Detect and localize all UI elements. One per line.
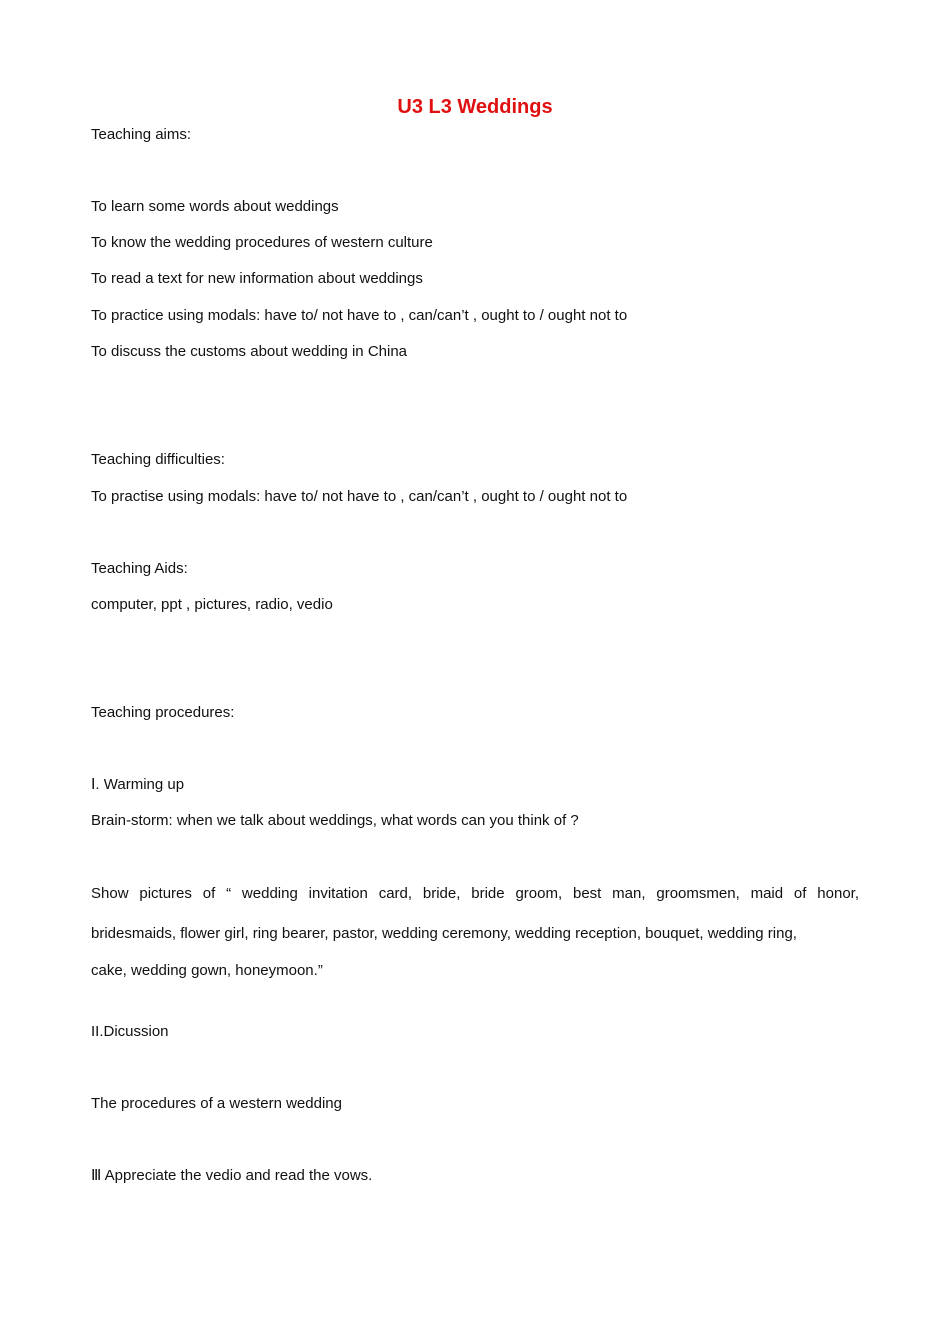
document-title: U3 L3 Weddings (397, 96, 553, 118)
aim-item: To learn some words about weddings (91, 198, 339, 215)
teaching-difficulties-heading: Teaching difficulties: (91, 451, 225, 468)
show-pictures-line-2: bridesmaids, flower girl, ring bearer, pastor, wedding ceremony, wedding reception, bouquet, wedding ring, (91, 925, 797, 942)
appreciate-heading: Ⅲ Appreciate the vedio and read the vows. (91, 1167, 373, 1184)
aim-item: To read a text for new information about weddings (91, 270, 423, 287)
teaching-aids-heading: Teaching Aids: (91, 560, 188, 577)
aim-item: To discuss the customs about wedding in China (91, 343, 408, 360)
teaching-procedures-heading: Teaching procedures: (91, 704, 235, 721)
brainstorm-text: Brain-storm: when we talk about weddings, what words can you think of ? (91, 812, 579, 829)
teaching-difficulties-text: To practise using modals: have to/ not have to , can/can’t , ought to / ought not to (91, 488, 628, 505)
teaching-aims-heading: Teaching aims: (91, 126, 192, 143)
western-wedding-text: The procedures of a western wedding (91, 1095, 342, 1112)
aim-item: To know the wedding procedures of western culture (91, 234, 433, 251)
aim-item: To practice using modals: have to/ not have to , can/can’t , ought to / ought not to (91, 307, 628, 324)
show-pictures-line-1: Show pictures of “ wedding invitation card, bride, bride groom, best man, groomsmen, maid of honor, (91, 885, 859, 902)
show-pictures-line-3: cake, wedding gown, honeymoon.” (91, 962, 323, 979)
warming-up-heading: Ⅰ. Warming up (91, 776, 185, 793)
discussion-heading: II.Dicussion (91, 1023, 169, 1040)
teaching-aids-text: computer, ppt , pictures, radio, vedio (91, 596, 333, 613)
